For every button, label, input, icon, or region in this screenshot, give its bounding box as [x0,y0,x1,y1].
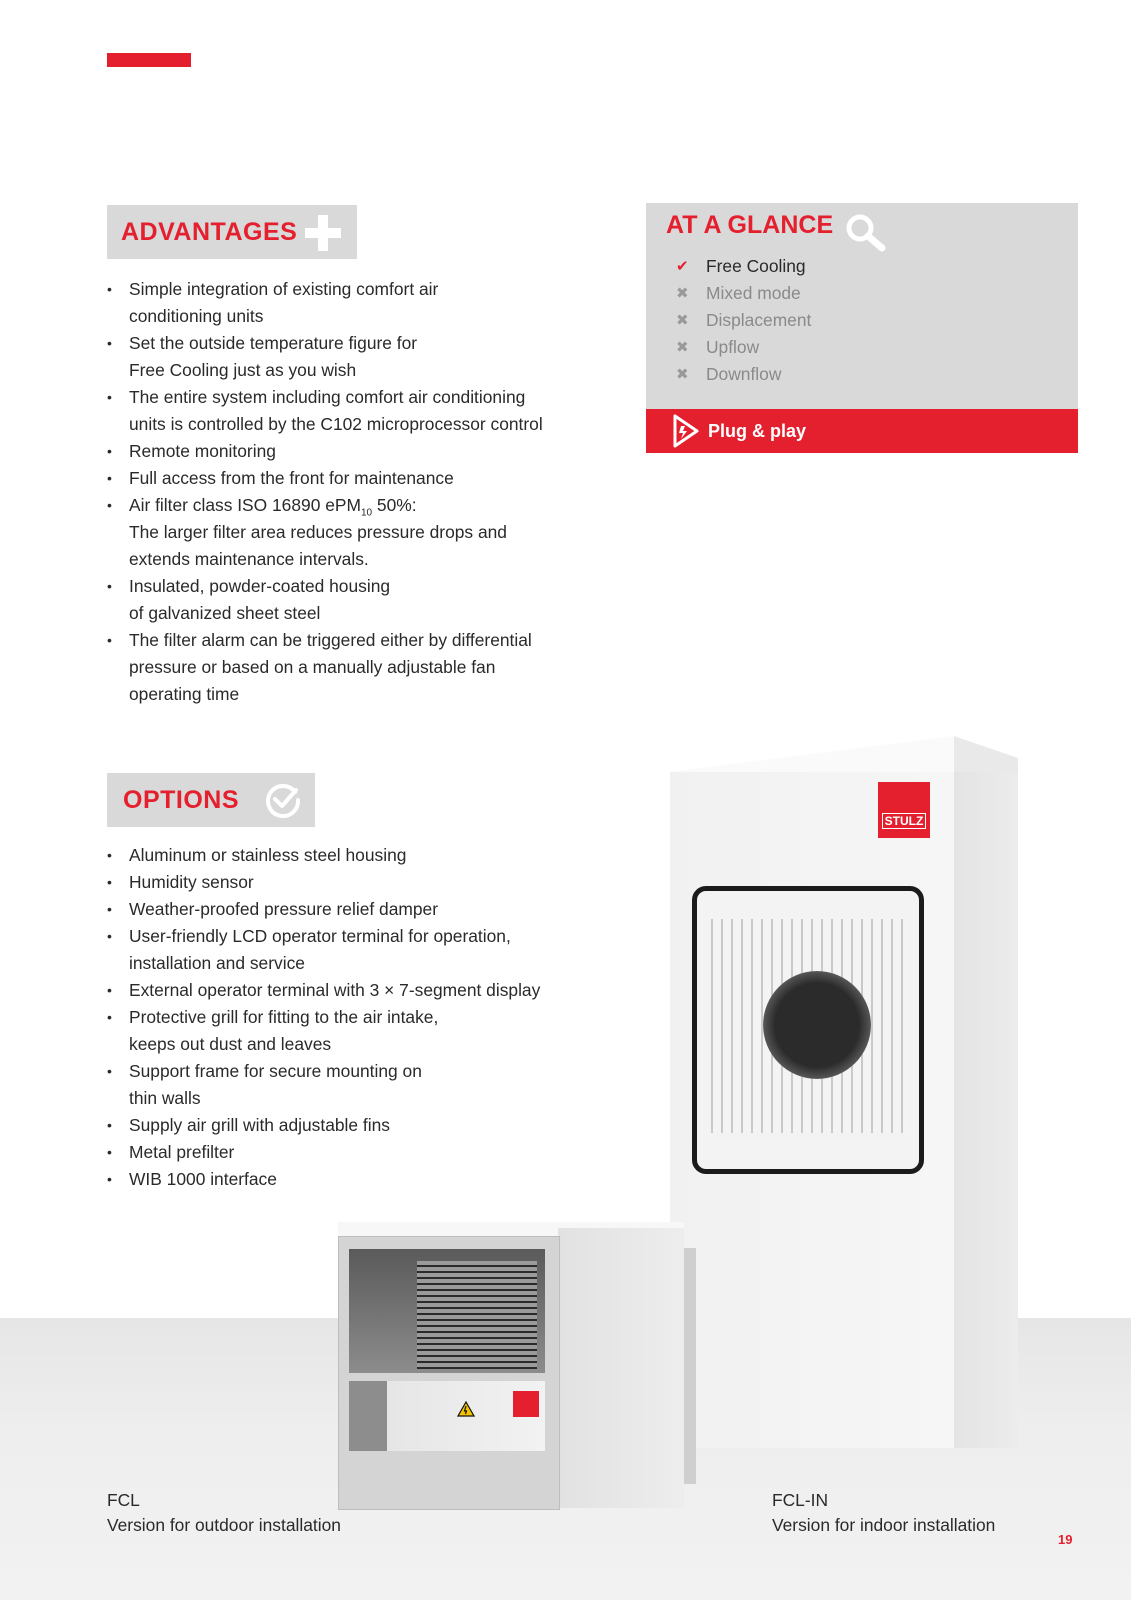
outdoor-unit-flange [684,1248,696,1484]
check-circle-icon [265,782,301,818]
at-a-glance-box [646,203,1078,409]
list-item: • Simple integration of existing comfort air conditioning units [107,276,597,330]
list-item: • External operator terminal with 3 × 7-segment display [107,977,597,1004]
options-title: OPTIONS [123,785,240,814]
air-grille-frame [692,886,924,1174]
glance-item-label: Displacement [706,310,812,330]
fcl-caption [107,1488,341,1538]
glance-title: AT A GLANCE [666,211,834,239]
filter-rest: The larger filter area reduces pressure drops and extends maintenance intervals. [129,522,507,569]
filter-suffix: 50%: [372,495,417,515]
glance-item-upflow [676,334,811,361]
glance-item-free-cooling [676,253,811,280]
advantages-list [107,276,597,708]
list-item: • Remote monitoring [107,438,597,465]
cross-icon: ✖ [676,312,689,329]
glance-item-label: Free Cooling [706,256,806,276]
indoor-unit-top [670,736,1018,772]
stulz-logo-text: STULZ [882,813,927,829]
fcl-in-description: Version for indoor installation [772,1515,996,1535]
page-number: 19 [1058,1532,1073,1547]
list-item: • Insulated, powder-coated housing of galvanized sheet steel [107,573,597,627]
stulz-logo [878,782,930,838]
list-item-filter [107,492,597,573]
air-grille [711,919,907,1133]
glance-item-label: Downflow [706,364,782,384]
cross-icon: ✖ [676,285,689,302]
plug-and-play-label: Plug & play [708,420,807,441]
glance-item-mixed-mode [676,280,811,307]
options-header [107,773,315,827]
list-item: • Metal prefilter [107,1139,597,1166]
fcl-product-image [338,1222,704,1508]
cross-icon: ✖ [676,339,689,356]
indoor-unit-side [954,772,1018,1448]
filter-prefix: Air filter class ISO 16890 ePM [129,495,361,515]
fcl-name: FCL [107,1490,140,1510]
options-list [107,842,597,1193]
list-item: • Supply air grill with adjustable fins [107,1112,597,1139]
warning-icon [457,1401,475,1417]
plug-and-play-banner [646,409,1078,453]
list-item: • The filter alarm can be triggered either by differential pressure or based on a manually adjustable fan operating time [107,627,597,708]
list-item: • User-friendly LCD operator terminal for operation, installation and service [107,923,597,977]
list-item: • Support frame for secure mounting on thin walls [107,1058,597,1112]
list-item: • Full access from the front for maintenance [107,465,597,492]
list-item: • Protective grill for fitting to the air intake, keeps out dust and leaves [107,1004,597,1058]
stulz-logo-small [513,1391,539,1417]
cross-icon: ✖ [676,366,689,383]
magnifier-icon [844,213,888,253]
check-icon: ✔ [676,258,689,275]
glance-item-label: Mixed mode [706,283,801,303]
outdoor-unit-side [558,1228,684,1508]
outdoor-unit-panel [387,1381,545,1451]
glance-list [676,253,811,388]
advantages-title: ADVANTAGES [121,217,298,246]
advantages-header [107,205,357,259]
indoor-unit-front [670,772,954,1448]
list-item: • Set the outside temperature figure for Free Cooling just as you wish [107,330,597,384]
list-item: • The entire system including comfort air conditioning units is controlled by the C102 microprocessor control [107,384,597,438]
list-item: • WIB 1000 interface [107,1166,597,1193]
glance-item-downflow [676,361,811,388]
outdoor-unit-front [338,1236,560,1510]
fcl-in-name: FCL-IN [772,1490,829,1510]
plus-icon [305,215,341,251]
filter-subscript: 10 [360,507,373,519]
fcl-in-caption [772,1488,995,1538]
list-item: • Aluminum or stainless steel housing [107,842,597,869]
glance-item-label: Upflow [706,337,760,357]
accent-bar [107,53,191,67]
fan-icon [763,971,871,1079]
list-item: • Weather-proofed pressure relief damper [107,896,597,923]
glance-item-displacement [676,307,811,334]
plug-icon [672,414,700,448]
fcl-in-product-image [670,736,1018,1448]
list-item: • Humidity sensor [107,869,597,896]
outdoor-unit-coil [417,1261,537,1369]
fcl-description: Version for outdoor installation [107,1515,341,1535]
